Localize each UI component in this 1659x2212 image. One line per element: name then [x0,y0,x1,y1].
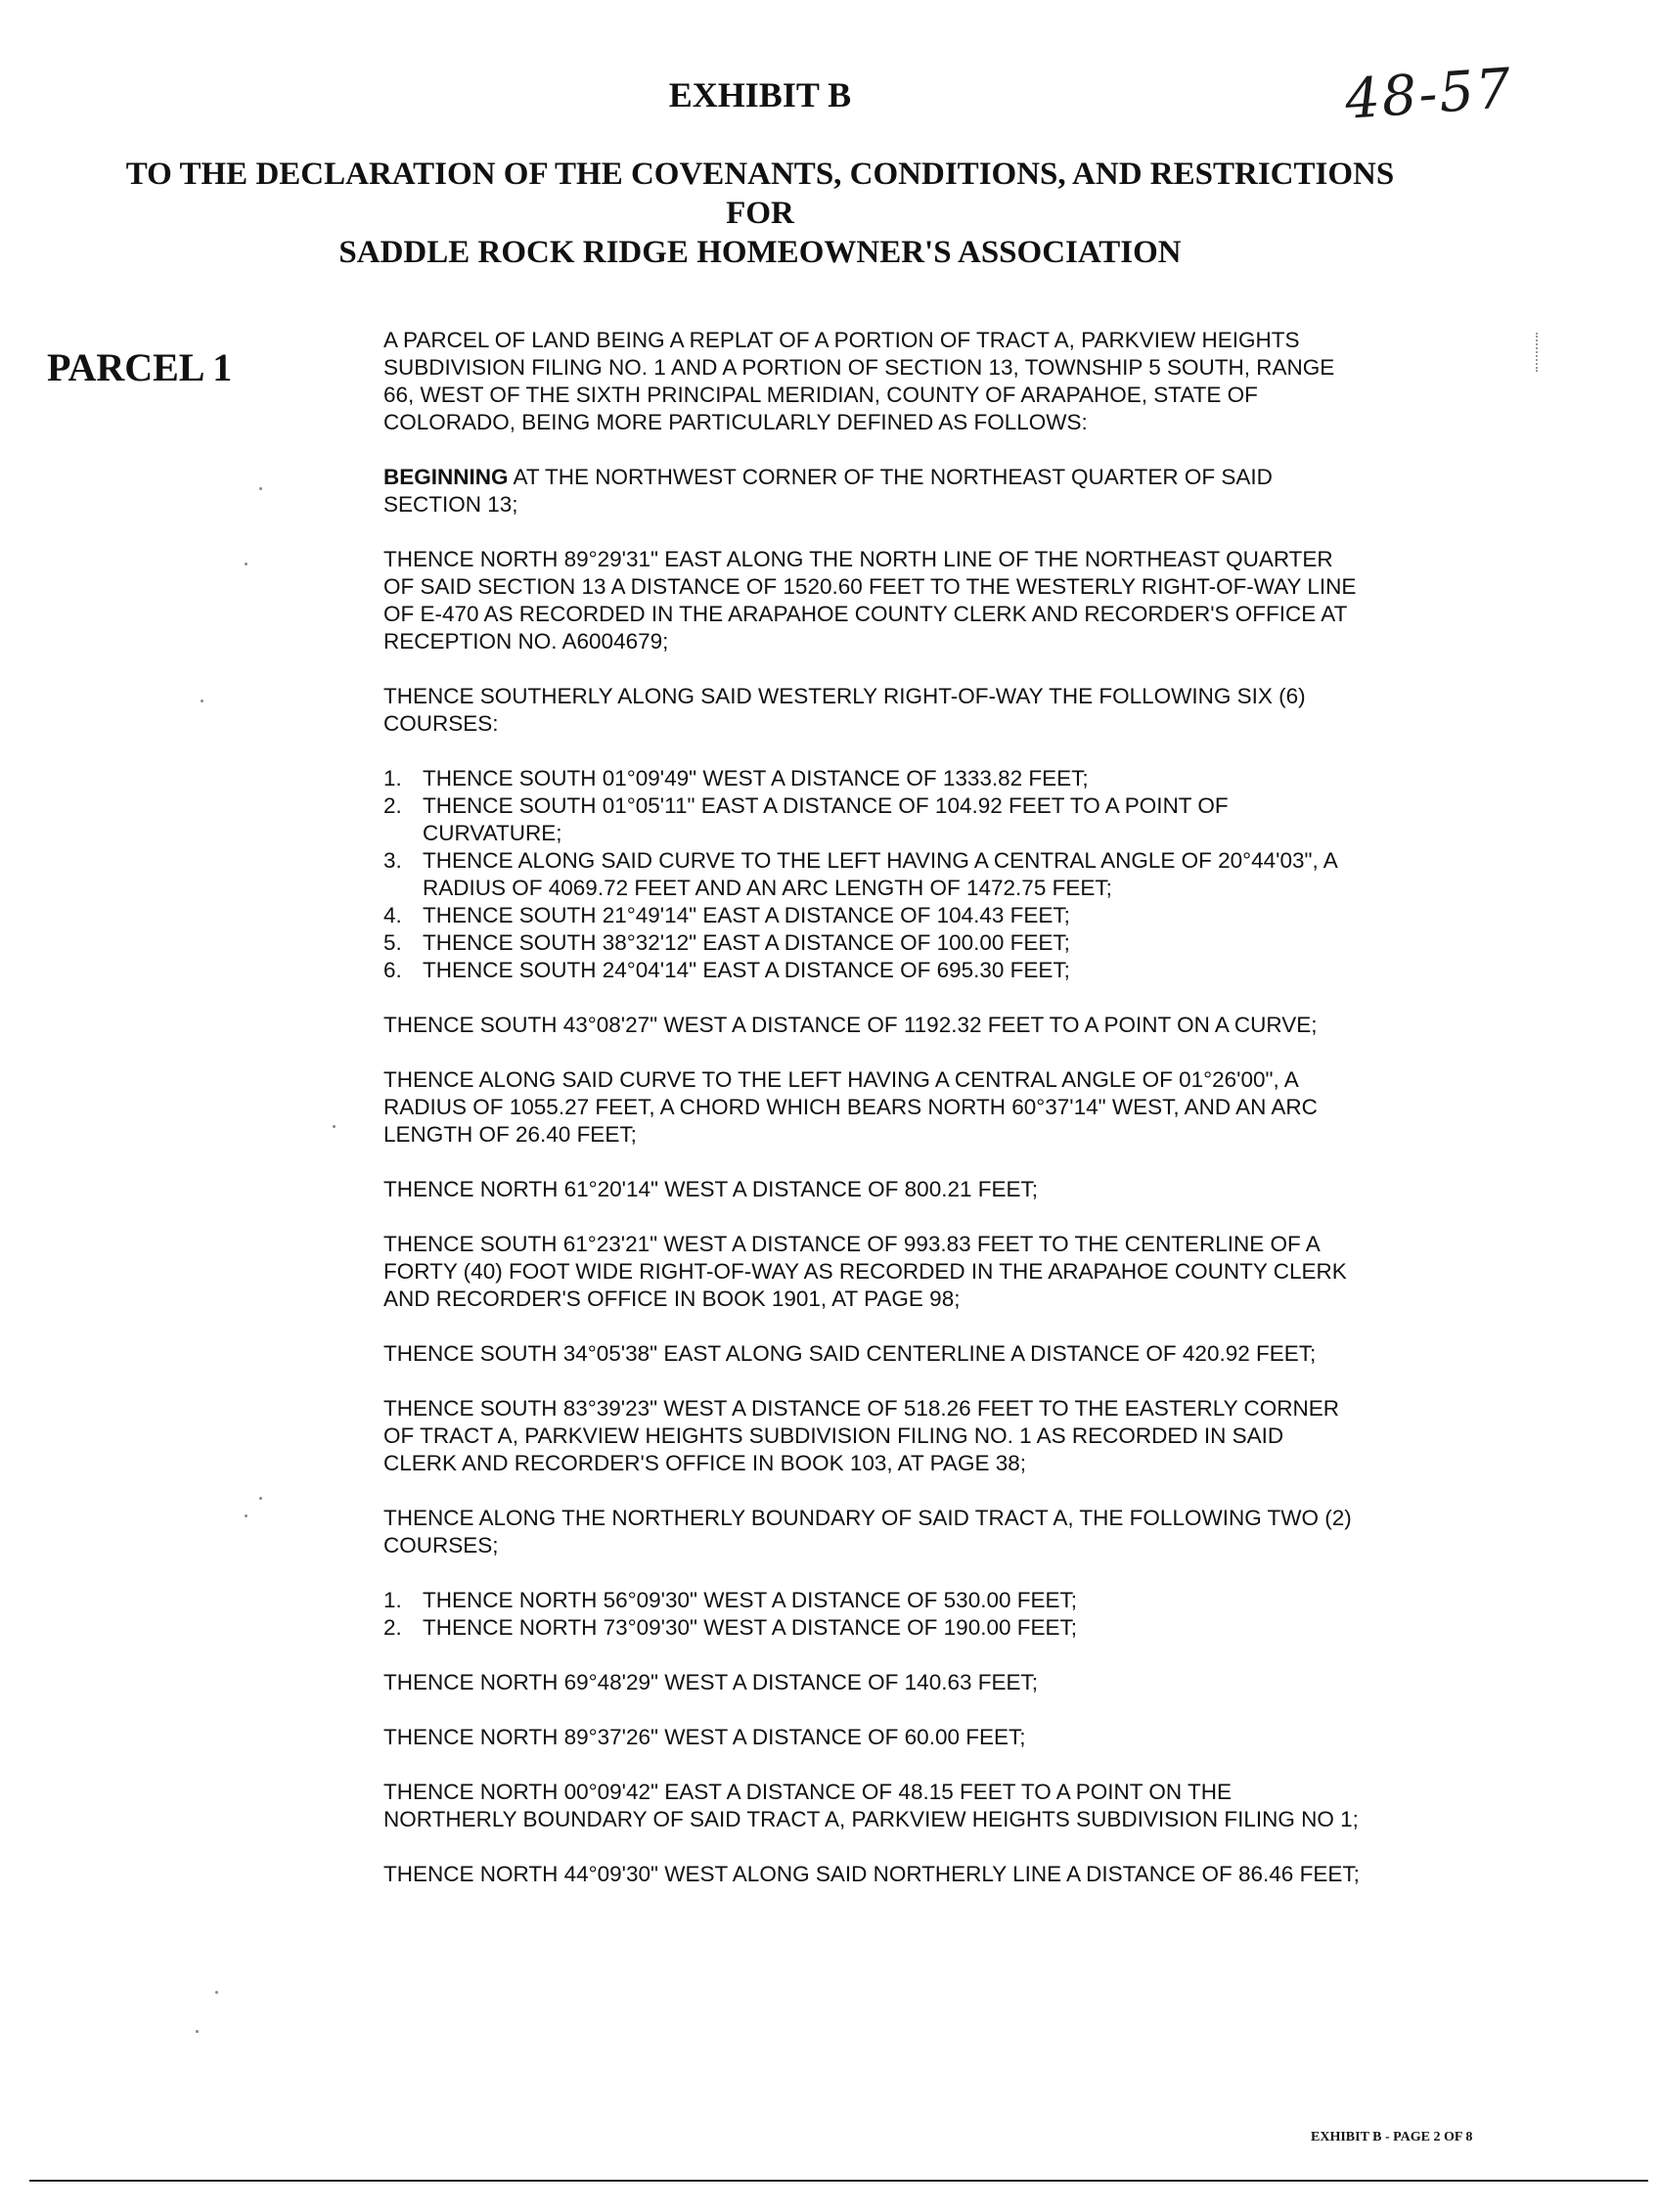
courses-two-list [383,1587,1362,1642]
document-title: EXHIBIT B [668,75,852,114]
parcel-label: PARCEL 1 [47,345,233,389]
scan-speck [245,1514,247,1517]
list-item-number: 1. [383,1588,402,1612]
scan-speck [245,563,247,565]
list-item [383,1587,1362,1614]
paragraph-course: THENCE SOUTH 83°39'23" WEST A DISTANCE OF 518.26 FEET TO THE EASTERLY CORNER OF TRACT A, PARKVIEW HEIGHTS SUBDIVISION FILING NO. 1 AS RECORDED IN SAID CLERK AND RECORDER'S OFFICE IN BOOK 103, AT PAGE 38; [383,1396,1339,1475]
list-item-text: THENCE SOUTH 01°05'11" EAST A DISTANCE OF 104.92 FEET TO A POINT OF CURVATURE; [423,793,1229,845]
scan-speck [201,700,203,702]
list-item [383,847,1362,902]
list-item [383,1614,1362,1642]
list-item-number: 1. [383,766,402,790]
list-item [383,765,1362,792]
page-footer: EXHIBIT B - PAGE 2 OF 8 [1311,2130,1473,2144]
list-item-number: 6. [383,958,402,982]
paragraph-course: THENCE NORTH 44°09'30" WEST ALONG SAID NORTHERLY LINE A DISTANCE OF 86.46 FEET; [383,1862,1360,1886]
scan-speck [333,1125,336,1128]
paragraph-course: THENCE SOUTH 34°05'38" EAST ALONG SAID CENTERLINE A DISTANCE OF 420.92 FEET; [383,1341,1317,1366]
list-item-number: 3. [383,848,402,873]
paragraph-intro: A PARCEL OF LAND BEING A REPLAT OF A PORTION OF TRACT A, PARKVIEW HEIGHTS SUBDIVISION FILING NO. 1 AND A PORTION OF SECTION 13, TOWNSHIP 5 SOUTH, RANGE 66, WEST OF THE SIXTH PRINCIPAL MERIDIAN, COUNTY OF ARAPAHOE, STATE OF COLORADO, BEING MORE PARTICULARLY DEFINED AS FOLLOWS: [383,328,1335,434]
paragraph-course: THENCE NORTH 69°48'29" WEST A DISTANCE OF 140.63 FEET; [383,1670,1038,1694]
paragraph-course: THENCE ALONG SAID CURVE TO THE LEFT HAVING A CENTRAL ANGLE OF 01°26'00", A RADIUS OF 1055.27 FEET, A CHORD WHICH BEARS NORTH 60°37'14" WEST, AND AN ARC LENGTH OF 26.40 FEET; [383,1067,1318,1147]
list-item-text: THENCE NORTH 56°09'30" WEST A DISTANCE OF 530.00 FEET; [423,1588,1077,1612]
paragraph-course: THENCE NORTH 89°29'31" EAST ALONG THE NORTH LINE OF THE NORTHEAST QUARTER OF SAID SECTION 13 A DISTANCE OF 1520.60 FEET TO THE WESTERLY RIGHT-OF-WAY LINE OF E-470 AS RECORDED IN THE ARAPAHOE COUNTY CLERK AND RECORDER'S OFFICE AT RECEPTION NO. A6004679; [383,547,1357,654]
beginning-text: AT THE NORTHWEST CORNER OF THE NORTHEAST QUARTER OF SAID SECTION 13; [383,465,1273,517]
handwritten-page-number: 48-57 [1342,57,1515,132]
paragraph-course: THENCE ALONG THE NORTHERLY BOUNDARY OF SAID TRACT A, THE FOLLOWING TWO (2) COURSES; [383,1506,1352,1557]
list-item-number: 4. [383,903,402,927]
courses-six-list [383,765,1362,984]
paragraph-course: THENCE NORTH 00°09'42" EAST A DISTANCE OF 48.15 FEET TO A POINT ON THE NORTHERLY BOUNDARY OF SAID TRACT A, PARKVIEW HEIGHTS SUBDIVISION FILING NO 1; [383,1780,1359,1831]
paragraph-course: THENCE SOUTH 61°23'21" WEST A DISTANCE OF 993.83 FEET TO THE CENTERLINE OF A FORTY (40) FOOT WIDE RIGHT-OF-WAY AS RECORDED IN THE ARAPAHOE COUNTY CLERK AND RECORDER'S OFFICE IN BOOK 1901, AT PAGE 98; [383,1232,1347,1311]
list-item-text: THENCE NORTH 73°09'30" WEST A DISTANCE OF 190.00 FEET; [423,1615,1077,1640]
paragraph-course: THENCE NORTH 89°37'26" WEST A DISTANCE OF 60.00 FEET; [383,1725,1026,1749]
scan-speck [196,2030,199,2033]
paragraph-course: THENCE NORTH 61°20'14" WEST A DISTANCE OF 800.21 FEET; [383,1177,1038,1201]
list-item-text: THENCE ALONG SAID CURVE TO THE LEFT HAVING A CENTRAL ANGLE OF 20°44'03", A RADIUS OF 4069.72 FEET AND AN ARC LENGTH OF 1472.75 FEET; [423,848,1337,900]
paragraph-beginning [383,464,1362,519]
heading-line-3: SADDLE ROCK RIDGE HOMEOWNER'S ASSOCIATION [338,235,1182,270]
legal-description [383,327,1362,1916]
paragraph-course: THENCE SOUTHERLY ALONG SAID WESTERLY RIGHT-OF-WAY THE FOLLOWING SIX (6) COURSES: [383,684,1306,736]
list-item-text: THENCE SOUTH 38°32'12" EAST A DISTANCE OF 100.00 FEET; [423,930,1070,955]
list-item [383,792,1362,847]
scan-speck [259,1497,262,1500]
list-item-number: 5. [383,930,402,955]
list-item-number: 2. [383,1615,402,1640]
scan-mark [1536,333,1540,372]
scan-speck [259,487,262,490]
list-item [383,929,1362,957]
list-item-text: THENCE SOUTH 24°04'14" EAST A DISTANCE OF 695.30 FEET; [423,958,1070,982]
heading-line-1: TO THE DECLARATION OF THE COVENANTS, CONDITIONS, AND RESTRICTIONS [125,157,1395,192]
list-item [383,957,1362,984]
list-item-text: THENCE SOUTH 21°49'14" EAST A DISTANCE OF 104.43 FEET; [423,903,1070,927]
scan-speck [215,1991,218,1994]
list-item [383,902,1362,929]
beginning-lead: BEGINNING [383,465,509,489]
footer-rule [29,2180,1648,2182]
list-item-number: 2. [383,793,402,818]
heading-line-2: FOR [726,196,794,231]
list-item-text: THENCE SOUTH 01°09'49" WEST A DISTANCE OF 1333.82 FEET; [423,766,1089,790]
paragraph-course: THENCE SOUTH 43°08'27" WEST A DISTANCE OF 1192.32 FEET TO A POINT ON A CURVE; [383,1013,1318,1037]
